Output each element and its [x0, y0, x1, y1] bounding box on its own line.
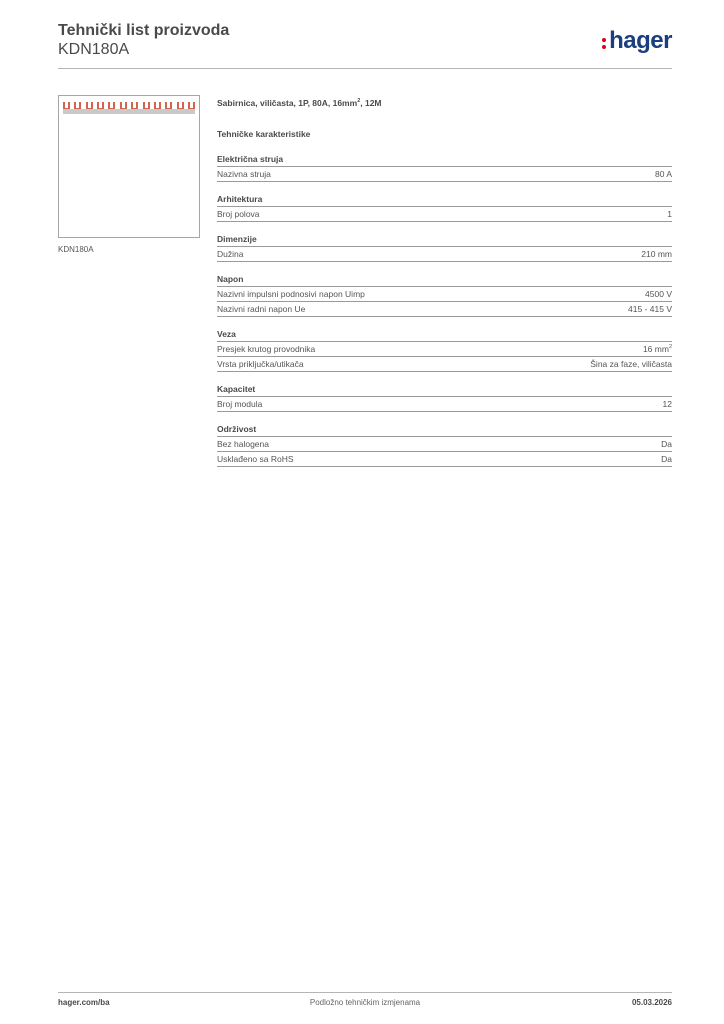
spec-value [663, 397, 672, 411]
spec-value-text: 12 [662, 399, 672, 409]
busbar-strip [63, 109, 195, 114]
spec-group-title: Veza [217, 329, 672, 342]
spec-value [661, 452, 672, 466]
spec-row [217, 452, 672, 467]
spec-label: Vrsta priključka/utikača [217, 359, 304, 369]
product-code: KDN180A [58, 41, 130, 58]
spec-value-text: Da [661, 454, 672, 464]
main-content [217, 95, 672, 467]
footer-website[interactable]: hager.com/ba [58, 998, 110, 1007]
spec-value [667, 207, 672, 221]
spec-group [217, 424, 672, 467]
footer-divider [58, 992, 672, 993]
spec-value [655, 167, 672, 181]
spec-value-text: 210 mm [641, 249, 672, 259]
spec-group-title: Električna struja [217, 154, 672, 167]
spec-label: Nazivna struja [217, 169, 271, 179]
spec-group-title: Dimenzije [217, 234, 672, 247]
spec-label: Usklađeno sa RoHS [217, 454, 294, 464]
spec-value [661, 437, 672, 451]
spec-value-text: 4500 V [645, 289, 672, 299]
spec-value-text: 415 - 415 V [628, 304, 672, 314]
spec-label: Nazivni radni napon Ue [217, 304, 306, 314]
spec-value [645, 287, 672, 301]
busbar-illustration [63, 102, 195, 116]
spec-value-text: Šina za faze, viličasta [590, 359, 672, 369]
footer-note: Podložno tehničkim izmjenama [309, 998, 421, 1007]
spec-label: Broj polova [217, 209, 260, 219]
spec-row [217, 247, 672, 262]
spec-label: Dužina [217, 249, 244, 259]
product-description-text: Sabirnica, viličasta, 1P, 80A, 16mm [217, 97, 358, 108]
header-divider [58, 68, 672, 69]
spec-group-title: Arhitektura [217, 194, 672, 207]
spec-group [217, 329, 672, 372]
spec-row [217, 397, 672, 412]
spec-group [217, 384, 672, 412]
product-description-sup: 2 [357, 98, 361, 104]
product-description [217, 95, 672, 107]
spec-group-title: Napon [217, 274, 672, 287]
spec-row [217, 167, 672, 182]
image-caption: KDN180A [58, 245, 94, 254]
spec-row [217, 437, 672, 452]
spec-value [590, 357, 672, 371]
spec-value-text: 16 mm [642, 344, 669, 354]
spec-label: Presjek krutog provodnika [217, 344, 316, 354]
spec-value-text: 80 A [654, 169, 672, 179]
logo-dots-icon [602, 36, 606, 50]
spec-row [217, 357, 672, 372]
page-footer [58, 998, 672, 1010]
spec-value-text: 1 [667, 209, 672, 219]
product-description-tail: , 12M [360, 97, 382, 108]
spec-group [217, 154, 672, 182]
spec-label: Broj modula [217, 399, 263, 409]
logo-word: hager [609, 27, 672, 54]
spec-group-title: Kapacitet [217, 384, 672, 397]
spec-row [217, 302, 672, 317]
spec-value [643, 342, 672, 356]
product-image [58, 95, 200, 238]
spec-value [628, 302, 672, 316]
spec-group [217, 194, 672, 222]
spec-group [217, 274, 672, 317]
spec-value [641, 247, 672, 261]
spec-row [217, 207, 672, 222]
spec-group-title: Održivost [217, 424, 672, 437]
spec-row [217, 287, 672, 302]
page-header [58, 20, 672, 70]
spec-value-text: Da [661, 439, 672, 449]
spec-label: Nazivni impulsni podnosivi napon Uimp [217, 289, 365, 299]
hager-logo [602, 26, 672, 56]
section-title: Tehničke karakteristike [217, 129, 311, 139]
spec-row [217, 342, 672, 357]
spec-group [217, 234, 672, 262]
spec-label: Bez halogena [217, 439, 269, 449]
spec-groups [217, 154, 672, 467]
spec-value-sup: 2 [668, 344, 672, 351]
footer-date: 05.03.2026 [631, 998, 672, 1007]
document-title: Tehnički list proizvoda [58, 22, 230, 39]
